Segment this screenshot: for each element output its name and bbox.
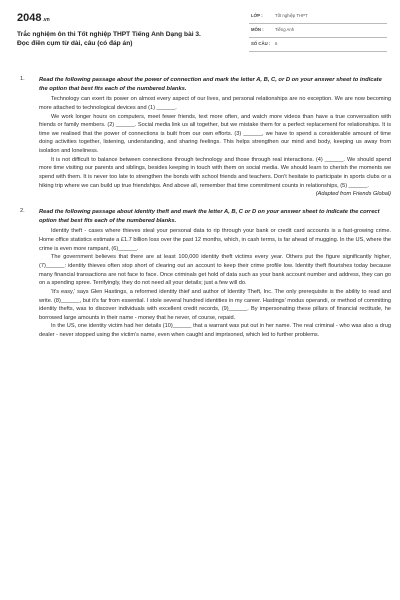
question-body [39, 76, 391, 199]
question-number: 1. [20, 76, 25, 82]
passage-paragraph: We work longer hours on computers, meet fewer friends, text more often, and watch more videos than have a true conversation with friends or family members. (2) ______. Social media link us all together, but we mistake them for a perfect replacement for relationships. It is time we realised that the power of connections is built from our own efforts. (3) ______, we have to spend a considerable amount of time doing activities together, listening, understanding, and sharing feelings. This helps strengthen our mind and body, keeping us away from isolation and loneliness. [39, 113, 391, 155]
logo-suffix: .vn [42, 17, 50, 23]
meta-label: LỚP : [251, 13, 263, 18]
passage-paragraph: The government believes that there are at least 100,000 identity theft victims every year. Others put the figure significantly higher, (7)______: identity thieves often stop short of clearing out an account to keep their crime profile low. Identity theft flourishes today because many financial transactions are not face to face. Once criminals get hold of data such as your bank account number and address, they can go on a spending spree. Terrifyingly, they do not need all your details; just a few will do. [39, 254, 391, 287]
question-1 [14, 76, 391, 199]
meta-row-count [249, 38, 387, 52]
question-number: 2. [20, 208, 25, 215]
meta-label: SỐ CÂU : [251, 41, 271, 46]
passage-paragraph: Identity theft - cases where thieves steal your personal data to rip through your bank or credit card accounts is a fast-growing crime. Home office statistics estimate a £1.7 billion loss over the past 12 months, which, in cash terms, is far ahead of mugging. In the US, where the crime is even more rampant, (6)______. [39, 228, 391, 252]
meta-value: 6 [275, 41, 278, 46]
meta-value: Tốt nghiệp THPT [275, 13, 308, 18]
page-title-line-2: Đọc điền cụm từ dài, câu (có đáp án) [17, 40, 133, 47]
question-instruction: Read the following passage about identity theft and mark the letter A, B, C or D on your answer sheet to indicate the correct option that best fits each of the numbered blanks. [39, 209, 380, 224]
logo-main: 2048 [17, 12, 42, 24]
meta-box [249, 10, 387, 52]
question-body [39, 208, 391, 340]
passage-source: (Adapted from Friends Global) [315, 191, 391, 198]
passage-paragraph: 'It's easy,' says Glen Hastings, a reformed identity thief and author of Identity Theft, Inc. The only prerequisite is the ability to read and write. (8)______, but it's far from essential. I stole several hundred identities in my career. Hastings' modus operandi, or method of committing identity thefts, was to discover individuals with excellent credit records, (9)______. By impersonating these pillars of financial rectitude, he borrowed large amounts in their name - money that he never, of course, repaid. [39, 288, 391, 321]
meta-label: MÔN : [251, 27, 264, 32]
passage-paragraph: It is not difficult to balance between connections through technology and those through real interactions. (4) ______. We should spend more time visiting our parents and siblings, besides keeping in touch with them on social media. We should learn to cherish the moments we spend with them. It is never too late to strengthen the bonds with school friends and teachers. Don't hesitate to participate in sports clubs or a hiking trip where we can build up true friendships. And above all, remember that time commitment counts in relationships, (5) ______. [39, 156, 391, 189]
meta-row-subject [249, 24, 387, 38]
question-instruction: Read the following passage about the power of connection and mark the letter A, B, C, or D on your answer sheet to indicate the option that best fits each of the numbered blanks. [39, 77, 382, 92]
site-logo[interactable] [17, 12, 50, 24]
meta-row-class [249, 10, 387, 24]
passage-paragraph: Technology can exert its power on almost every aspect of our lives, and personal relationships are no exception. We are now becoming more attached to technological devices and (1) ______. [39, 96, 391, 111]
page-title-line-1: Trắc nghiệm ôn thi Tốt nghiệp THPT Tiếng Anh Dạng bài 3. [17, 31, 201, 38]
question-2 [14, 208, 391, 340]
meta-value: Tiếng Anh [275, 27, 295, 32]
passage-paragraph: In the US, one identity victim had her details (10)______ that a warrant was put out in her name. The real criminal - who was also a drug dealer - never stopped using the victim's name, even when caught and imprisoned, which led to further problems. [39, 323, 391, 339]
page-header [17, 10, 387, 58]
question-list [14, 76, 391, 340]
